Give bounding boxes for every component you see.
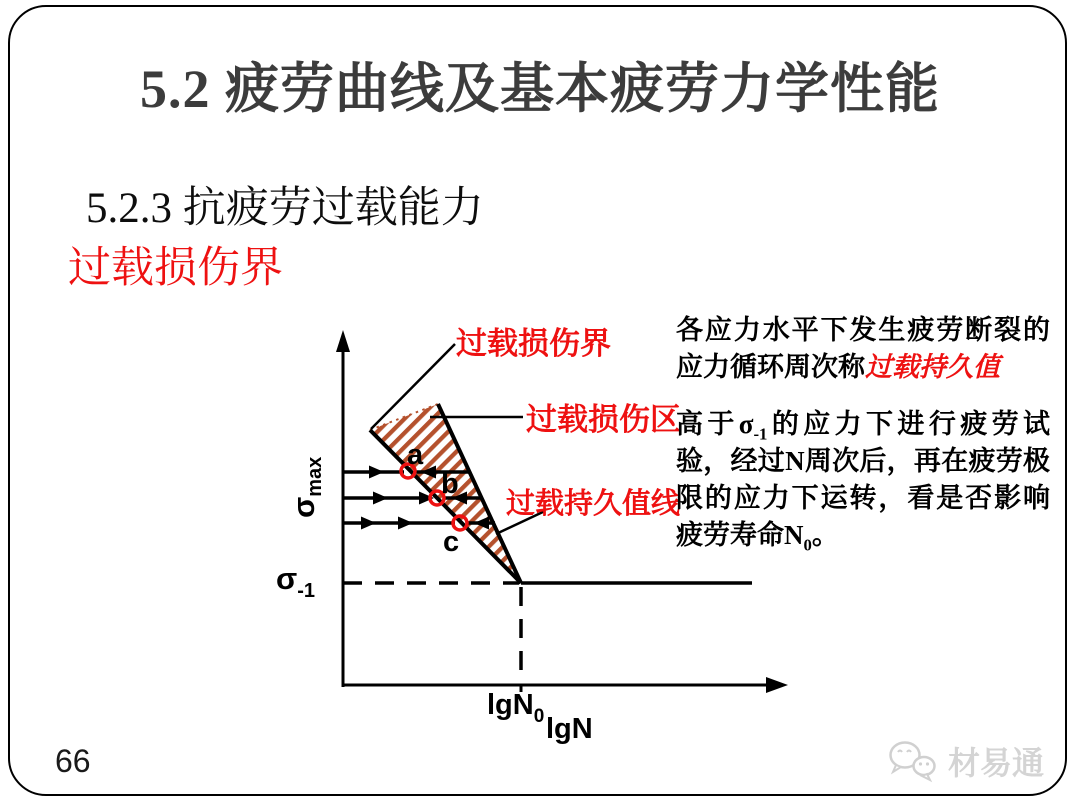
x-axis-arrowhead bbox=[766, 677, 788, 693]
p2-seg3: 。 bbox=[811, 520, 839, 550]
p2-sub1: -1 bbox=[753, 424, 768, 444]
label-damage-zone: 过载损伤区 bbox=[526, 402, 681, 437]
point-c-label: c bbox=[443, 526, 460, 558]
p2-sub2: 0 bbox=[803, 535, 812, 555]
label-damage-boundary: 过载损伤界 bbox=[456, 326, 611, 361]
x-tick-label: lgN$_0$ bbox=[487, 689, 545, 727]
red-subheading: 过载损伤界 bbox=[68, 245, 283, 292]
paragraph-overload-endurance bbox=[676, 312, 1050, 386]
page-number: 66 bbox=[55, 743, 91, 779]
paragraph-test-procedure bbox=[676, 406, 1050, 554]
chat-bubbles-icon bbox=[886, 738, 940, 784]
point-a-label: a bbox=[407, 439, 424, 471]
p2-seg1: 高于σ bbox=[676, 409, 754, 439]
section-heading: 5.2.3 抗疲劳过载能力 bbox=[86, 185, 484, 232]
y-axis-arrowhead bbox=[336, 330, 350, 352]
x-axis-label: lgN bbox=[546, 713, 593, 745]
sigma-minus1-label: $\sigma_{-1}$ bbox=[276, 561, 316, 602]
y-axis-label: $\sigma_{max}$ bbox=[286, 456, 326, 518]
p1-red-term: 过载持久值 bbox=[865, 352, 1000, 382]
watermark-text: 材易通 bbox=[947, 745, 1044, 781]
label-endurance-line: 过载持久值线 bbox=[506, 488, 681, 520]
point-b-label: b bbox=[441, 468, 459, 500]
watermark-logo bbox=[886, 738, 1044, 784]
page-title: 5.2 疲劳曲线及基本疲劳力学性能 bbox=[140, 59, 940, 119]
description-text bbox=[676, 312, 1050, 574]
p1-black-text: 各应力水平下发生疲劳断裂的应力循环周次称 bbox=[676, 315, 1050, 382]
p2-seg2: 的应力下进行疲劳试验，经过N周次后，再在疲劳极限的应力下运转，看是否影响疲劳寿命N bbox=[676, 409, 1051, 550]
